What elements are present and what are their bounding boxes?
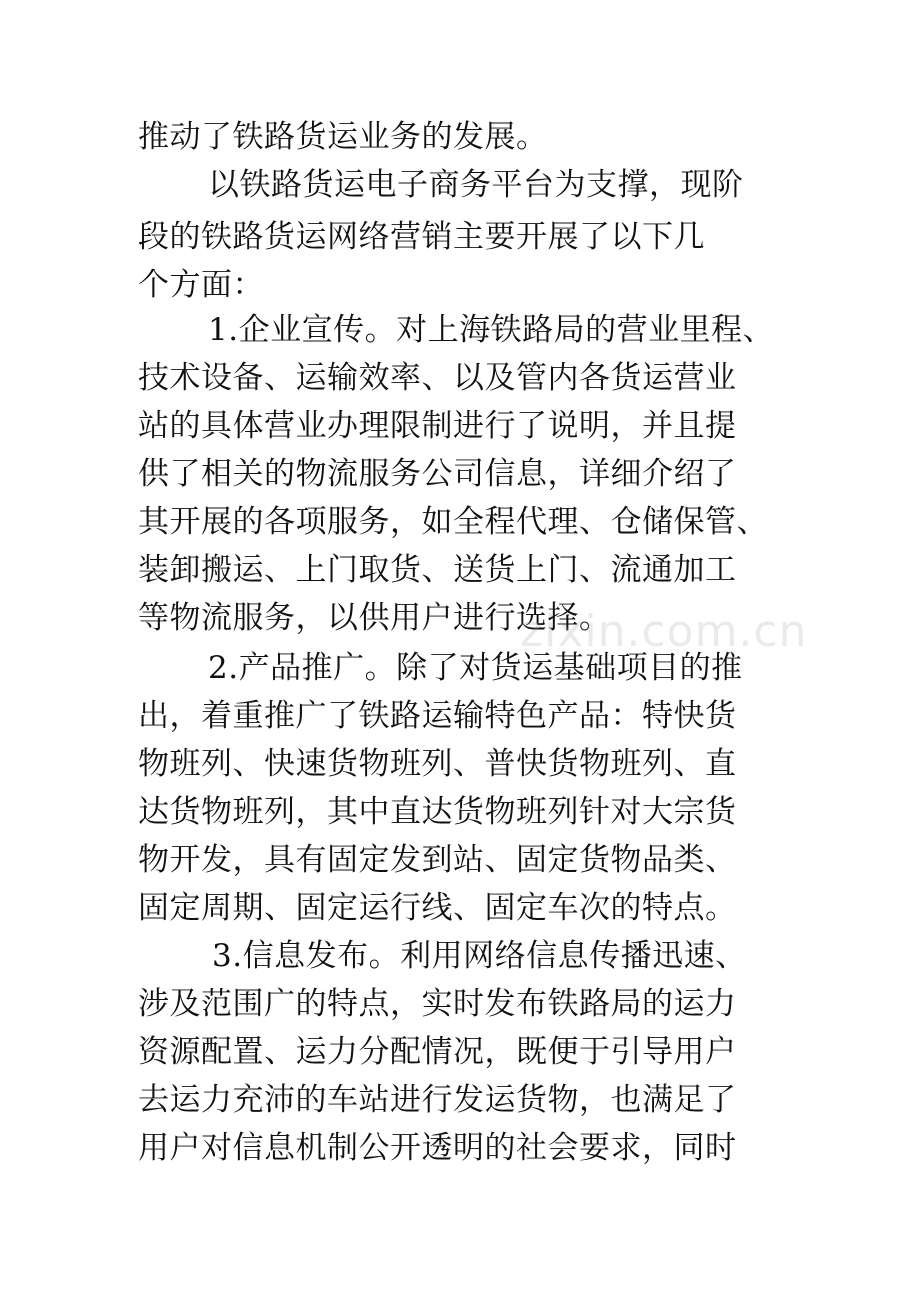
text-line: 供了相关的物流服务公司信息，详细介绍了 [138, 456, 737, 492]
text-line: 技术设备、运输效率、以及管内各货运营业 [138, 360, 737, 396]
text-line: 达货物班列，其中直达货物班列针对大宗货 [138, 794, 737, 830]
text-line: 推动了铁路货运业务的发展。 [138, 119, 548, 155]
watermark: zixin.com.cn [520, 606, 808, 657]
text-line: 装卸搬运、上门取货、送货上门、流通加工 [138, 552, 737, 588]
text-line: 个方面： [138, 267, 264, 303]
text-line: 出，着重推广了铁路运输特色产品：特快货 [138, 698, 737, 734]
text-line: 涉及范围广的特点，实时发布铁路局的运力 [138, 986, 737, 1022]
text-line: 其开展的各项服务，如全程代理、仓储保管、 [138, 504, 768, 540]
text-line: 站的具体营业办理限制进行了说明，并且提 [138, 408, 737, 444]
text-line: 3.信息发布。利用网络信息传播迅速、 [212, 938, 747, 974]
text-line: 物开发，具有固定发到站、固定货物品类、 [138, 842, 737, 878]
text-line: 以铁路货运电子商务平台为支撑，现阶 [208, 167, 744, 203]
text-line: 2.产品推广。除了对货运基础项目的推 [208, 650, 743, 686]
text-line: 用户对信息机制公开透明的社会要求，同时 [138, 1130, 737, 1166]
text-line: 固定周期、固定运行线、固定车次的特点。 [138, 890, 737, 926]
text-line: 资源配置、运力分配情况，既便于引导用户 [138, 1034, 737, 1070]
text-line: 1.企业宣传。对上海铁路局的营业里程、 [208, 312, 775, 348]
text-line: 去运力充沛的车站进行发运货物，也满足了 [138, 1082, 737, 1118]
text-line: 物班列、快速货物班列、普快货物班列、直 [138, 746, 737, 782]
text-line: 等物流服务，以供用户进行选择。 [138, 600, 611, 636]
text-line: 段的铁路货运网络营销主要开展了以下几 [138, 219, 705, 255]
